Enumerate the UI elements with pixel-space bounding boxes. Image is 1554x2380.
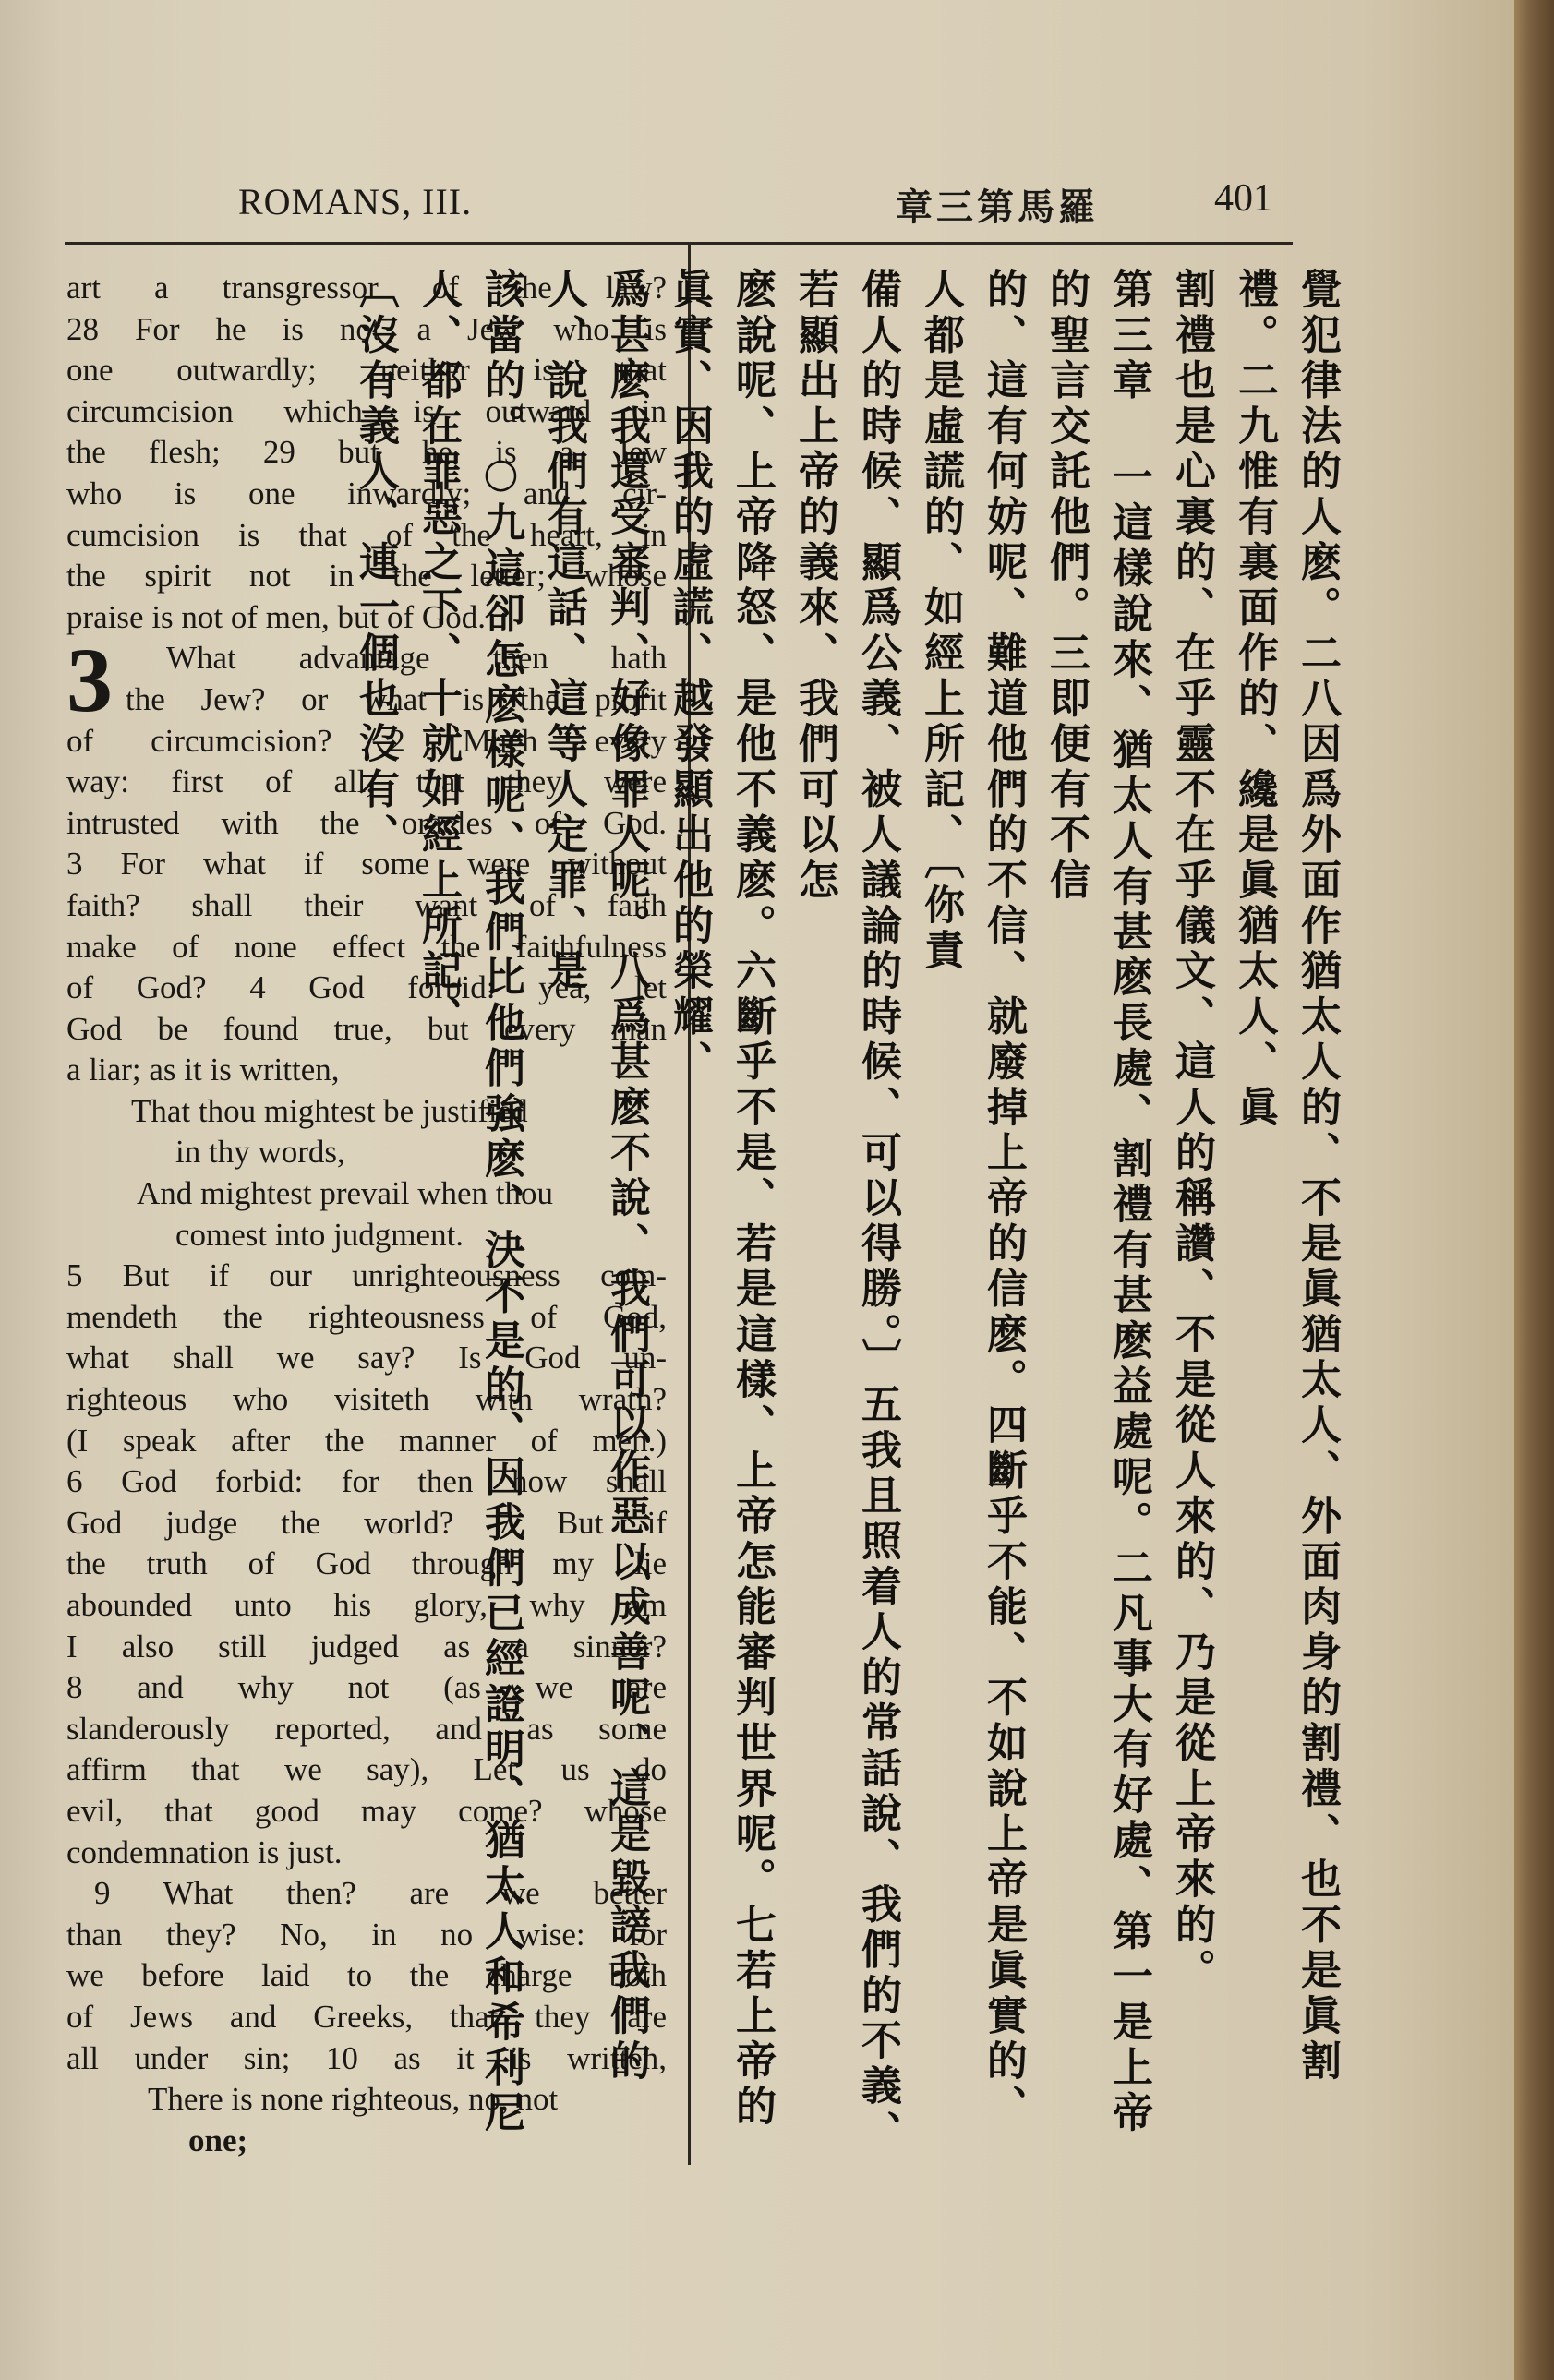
- text-line: art a transgressor of the law?: [66, 270, 667, 306]
- running-header: [65, 171, 1293, 235]
- chinese-column-line: 備人的時候、顯爲公義、被人議論的時候、可以得勝。〕五我且照着人的常話說、我們的不義、若顯出上帝的義來、我們可以怎: [791, 268, 901, 2156]
- text-line: the Jew? or what is the profit: [126, 680, 667, 717]
- text-line: way: first of all, that they were: [66, 763, 667, 800]
- text-line: of circumcision? 2 Much every: [66, 722, 667, 759]
- text-line: one outwardly; neither is that: [66, 352, 667, 389]
- text-line: we before laid to the charge both: [66, 1957, 667, 1994]
- text-line: praise is not of men, but of God.: [66, 598, 486, 635]
- quotation-line: There is none righteous, no, not: [148, 2081, 559, 2118]
- text-line: a liar; as it is written,: [66, 1052, 340, 1088]
- text-line: condemnation is just.: [66, 1833, 343, 1870]
- text-line: what shall we say? Is God un-: [66, 1340, 667, 1376]
- text-line: circumcision which is outward in: [66, 392, 667, 429]
- text-line: 9 What then? are we better: [94, 1875, 667, 1912]
- text-line: the spirit not in the letter; whose: [66, 558, 667, 595]
- text-line: God judge the world? 7 But if: [66, 1504, 667, 1541]
- page-number: 401: [1214, 177, 1272, 220]
- header-rule: [65, 242, 1293, 245]
- text-line: 8 and why not (as we are: [66, 1669, 667, 1706]
- text-line: evil, that good may come? whose: [66, 1792, 667, 1829]
- quotation-line: in thy words,: [175, 1134, 345, 1171]
- text-line: all under sin; 10 as it is written,: [66, 2039, 667, 2076]
- text-line: I also still judged as a sinner?: [66, 1628, 667, 1665]
- chinese-column-line: 爲甚麽我還受審判、好像罪人呢。八爲甚麽不說、我們可以作惡以成善呢、這是毀謗我們的人、說我們有這話、這等人定罪、是: [540, 268, 650, 2085]
- text-line: than they? No, in no wise: for: [66, 1916, 667, 1953]
- text-line: cumcision is that of the heart, in: [66, 516, 667, 553]
- text-line: righteous who visiteth with wrath?: [66, 1381, 667, 1418]
- text-line: of Jews and Greeks, that they are: [66, 1998, 667, 2035]
- chinese-column-line: 覺犯律法的人麽。二八因爲外面作猶太人的、不是眞猶太人、外面肉身的割禮、也不是眞割禮。二九惟有裏面作的、纔是眞猶太人、眞: [1231, 268, 1341, 2085]
- chapter-number: 3: [66, 629, 113, 732]
- running-head-english: ROMANS, III.: [238, 181, 473, 222]
- text-line: the flesh; 29 but he is a Jew: [66, 434, 667, 471]
- text-line: of God? 4 God forbid: yea, let: [66, 969, 667, 1006]
- page-edge-binding: [1514, 0, 1554, 2380]
- text-line: 3 For what if some were without: [66, 846, 667, 883]
- chinese-column-line: 的、這有何妨呢、難道他們的不信、就廢掉上帝的信麽。四斷乎不能、不如說上帝是眞實的、人都是虛謊的、如經上所記、〔你責: [917, 268, 1027, 2131]
- chinese-column-line: 麽說呢、上帝降怒、是他不義麽。六斷乎不是、若是這樣、上帝怎能審判世界呢。七若上帝的眞實、因我的虛謊、越發顯出他的榮耀、: [666, 268, 776, 2131]
- quotation-line: And mightest prevail when thou: [137, 1175, 554, 1212]
- text-line: 6 God forbid: for then how shall: [66, 1463, 667, 1500]
- chinese-column-line: 〔沒有義人、連一個也沒有、: [352, 268, 399, 859]
- quotation-line: That thou mightest be justified: [131, 1092, 528, 1129]
- text-line: make of none effect the faithfulness: [66, 928, 667, 965]
- text-line: mendeth the righteousness of God,: [66, 1298, 667, 1335]
- text-line: 28 For he is not a Jew who is: [66, 310, 667, 347]
- text-line: who is one inwardly; and cir-: [66, 475, 667, 511]
- text-line: God be found true, but every man: [66, 1010, 667, 1047]
- chinese-column-line: 割禮也是心裏的、在乎靈不在乎儀文、這人的稱讚、不是從人來的、乃是從上帝來的。: [1168, 268, 1215, 1994]
- text-line: slanderously reported, and as some: [66, 1710, 667, 1747]
- text-line: What advantage then hath: [166, 640, 667, 677]
- text-line: faith? shall their want of faith: [66, 886, 667, 923]
- chinese-column-line: 第三章 一這樣說來、猶太人有甚麽長處、割禮有甚麽益處呢。二凡事大有好處、第一是上帝的聖言交託他們。三即便有不信: [1042, 268, 1152, 2137]
- quotation-line: one;: [188, 2122, 248, 2158]
- chinese-column-line: 該當的。○九這卻怎麽樣呢、我們比他們強麽、決不是的、因我們已經證明、猶太人和希利尼人、都在罪惡之下、十就如經上所記、: [415, 268, 524, 2137]
- text-line: affirm that we say), Let us do: [66, 1751, 667, 1788]
- running-head-chinese: 羅馬第三章: [896, 186, 1099, 229]
- quotation-line: comest into judgment.: [175, 1216, 464, 1253]
- text-line: the truth of God through my lie: [66, 1545, 667, 1582]
- text-line: (I speak after the manner of men.): [66, 1422, 667, 1459]
- text-line: abounded unto his glory, why am: [66, 1587, 667, 1623]
- text-line: intrusted with the oracles of God.: [66, 804, 667, 841]
- text-line: 5 But if our unrighteousness com-: [66, 1257, 667, 1294]
